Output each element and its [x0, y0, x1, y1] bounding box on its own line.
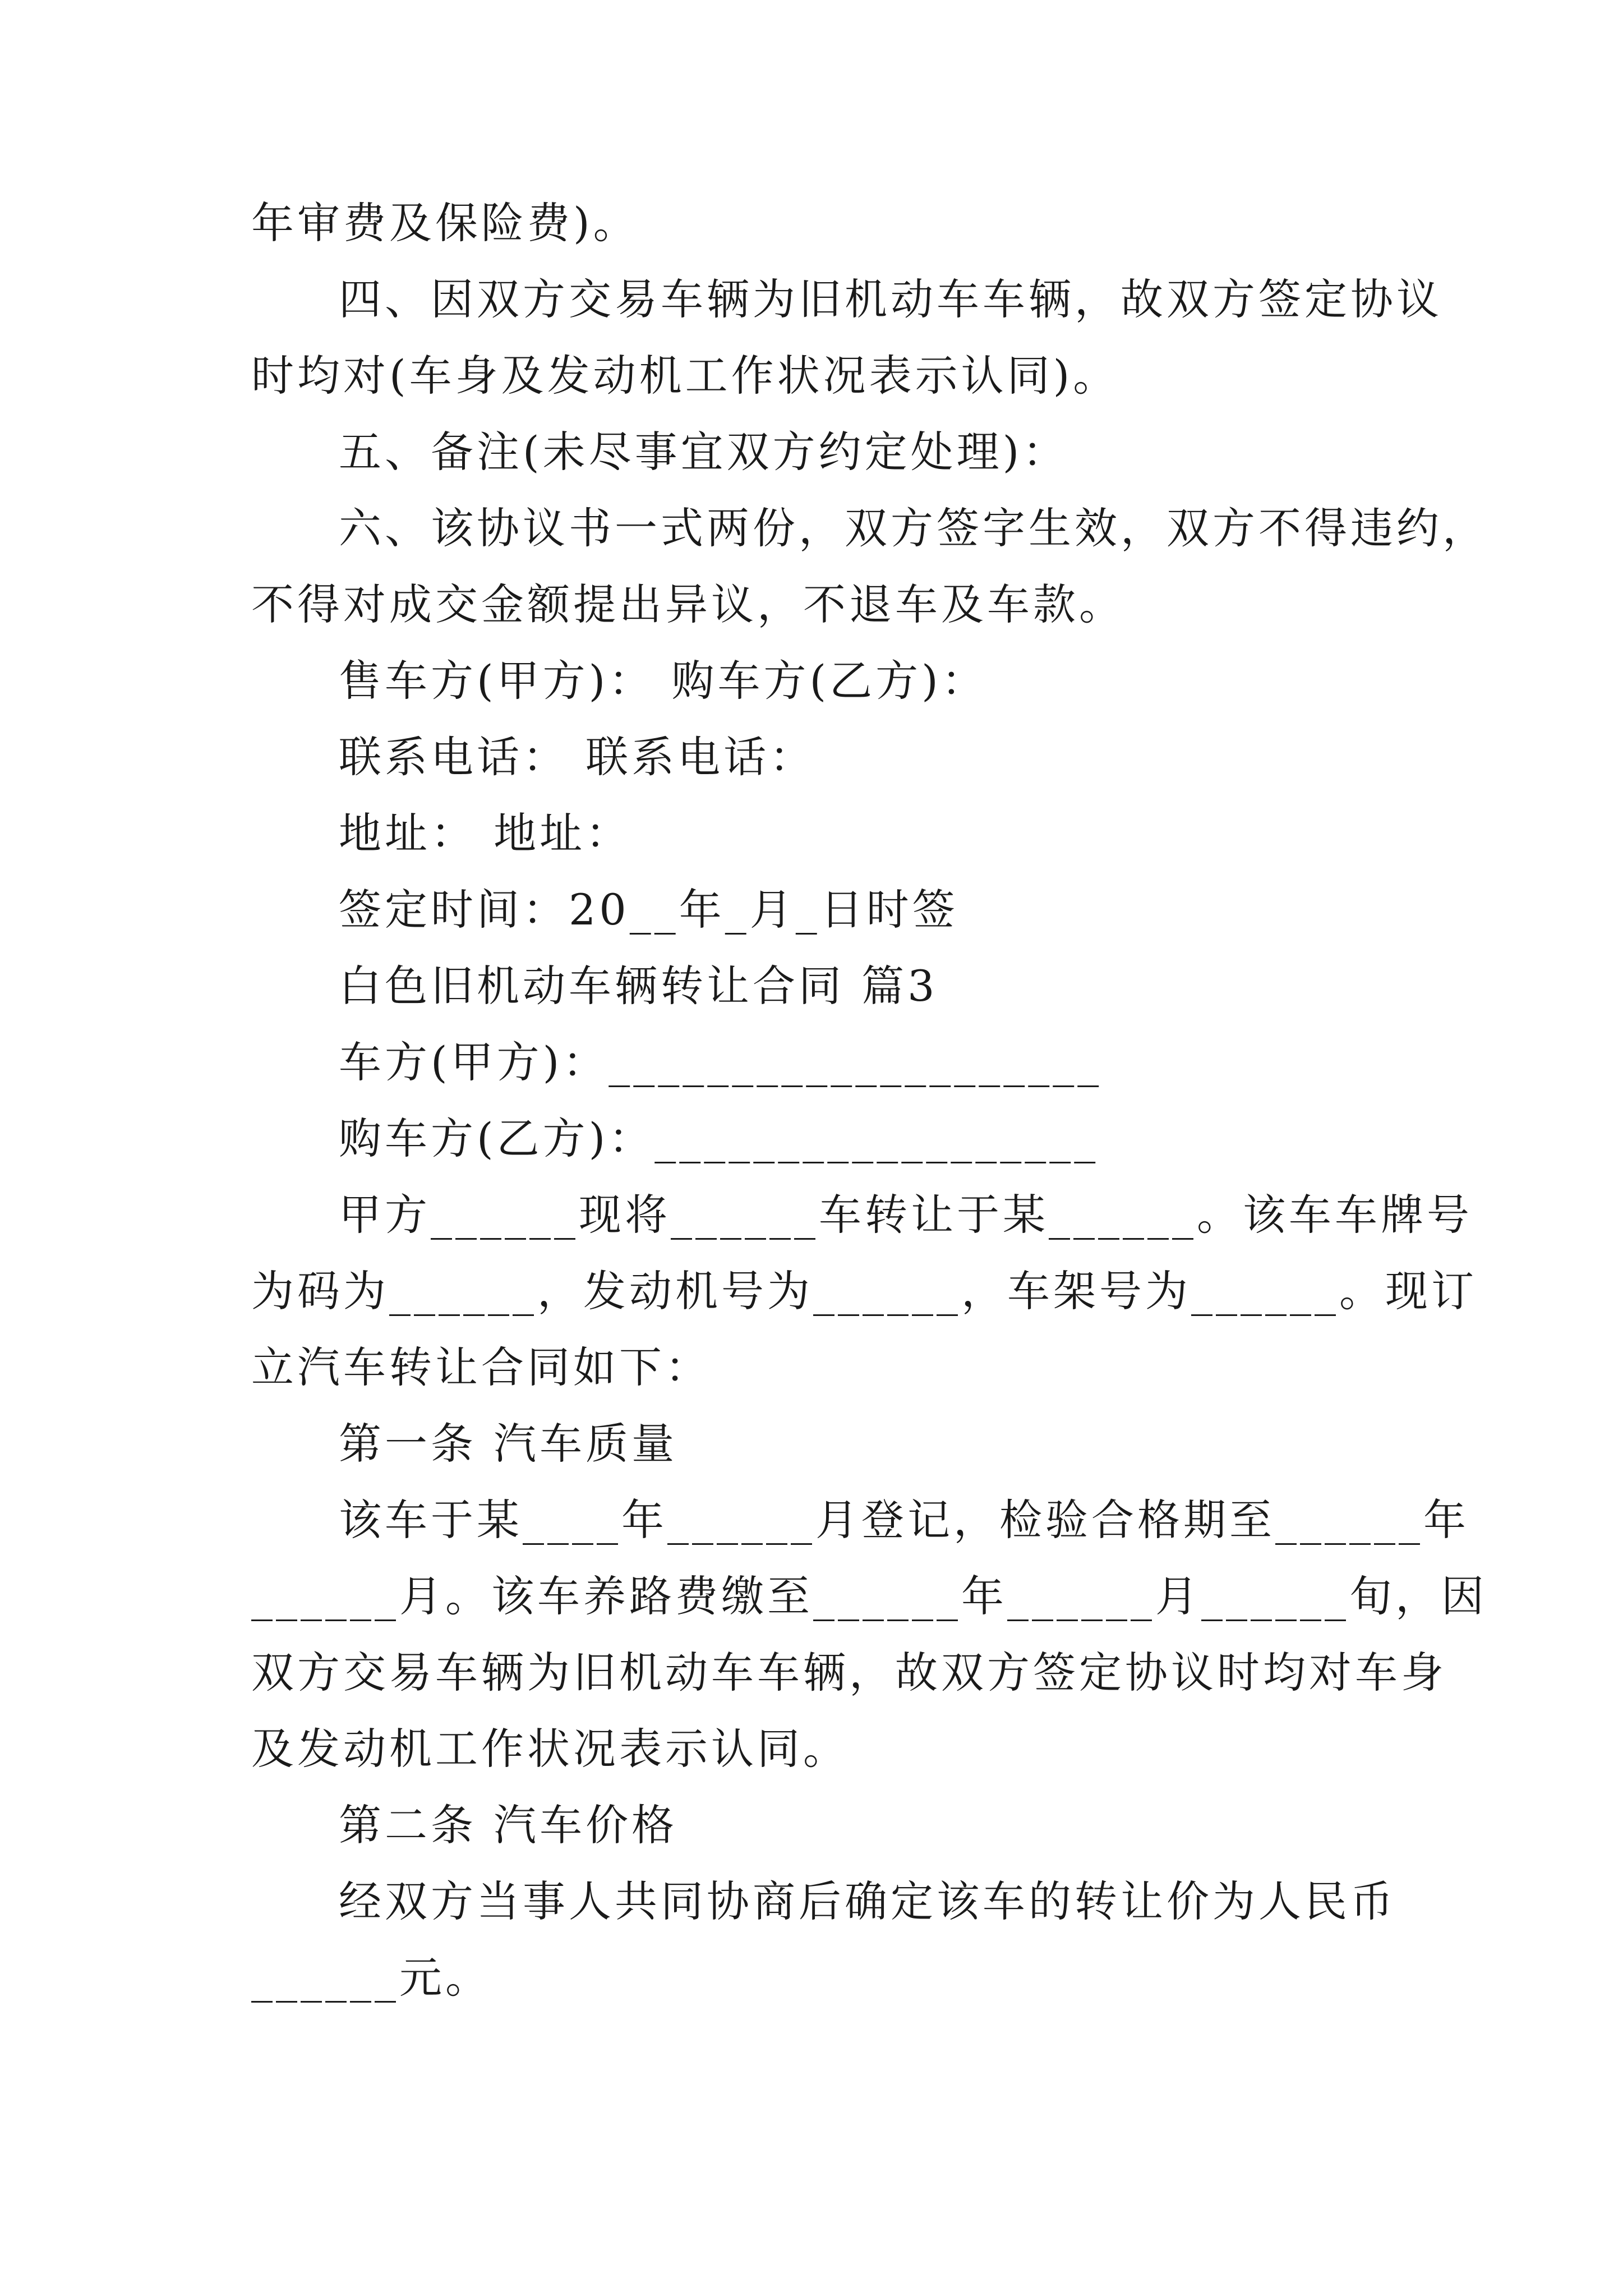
text-line: 年审费及保险费)。 — [251, 198, 639, 248]
address-line: 地址： 地址： — [339, 808, 632, 858]
article-one-heading: 第一条 汽车质量 — [339, 1419, 678, 1469]
article-two-heading: 第二条 汽车价格 — [339, 1800, 678, 1850]
text-line: 时均对(车身及发动机工作状况表示认同)。 — [251, 351, 1119, 401]
price-paragraph-line: 经双方当事人共同协商后确定该车的转让价为人民币 — [339, 1876, 1396, 1926]
buyer-party-line: 购车方(乙方)：__________________ — [339, 1114, 1099, 1163]
text-line: 双方交易车辆为旧机动车车辆，故双方签定协议时均对车身 — [251, 1648, 1447, 1697]
transfer-paragraph-line: 甲方______现将______车转让于某______。该车车牌号 — [339, 1190, 1473, 1240]
phone-line: 联系电话： 联系电话： — [339, 732, 816, 782]
clause-five-line: 五、备注(未尽事宜双方约定处理)： — [339, 427, 1069, 477]
clause-six-line: 六、该协议书一式两份，双方签字生效，双方不得违约， — [339, 503, 1488, 553]
seller-party-line: 车方(甲方)：____________________ — [339, 1037, 1103, 1087]
signing-date-line: 签定时间：20__年_月_日时签 — [339, 885, 958, 935]
contract-text — [251, 185, 1488, 2016]
clause-four-line: 四、因双方交易车辆为旧机动车车辆，故双方签定协议 — [339, 274, 1442, 324]
section-heading: 白色旧机动车辆转让合同 篇3 — [339, 961, 938, 1011]
text-line: 立汽车转让合同如下： — [251, 1342, 711, 1392]
seller-buyer-signature-line: 售车方(甲方)： 购车方(乙方)： — [339, 656, 988, 706]
text-line: 不得对成交金额提出异议，不退车及车款。 — [251, 579, 1125, 629]
text-line: ______元。 — [251, 1953, 491, 2003]
text-line: 为码为______，发动机号为______，车架号为______。现订 — [251, 1266, 1477, 1316]
text-line: 及发动机工作状况表示认同。 — [251, 1724, 849, 1774]
quality-paragraph-line: 该车于某____年______月登记，检验合格期至______年 — [339, 1495, 1469, 1545]
text-line: ______月。该车养路费缴至______年______月______旬，因 — [251, 1571, 1487, 1621]
